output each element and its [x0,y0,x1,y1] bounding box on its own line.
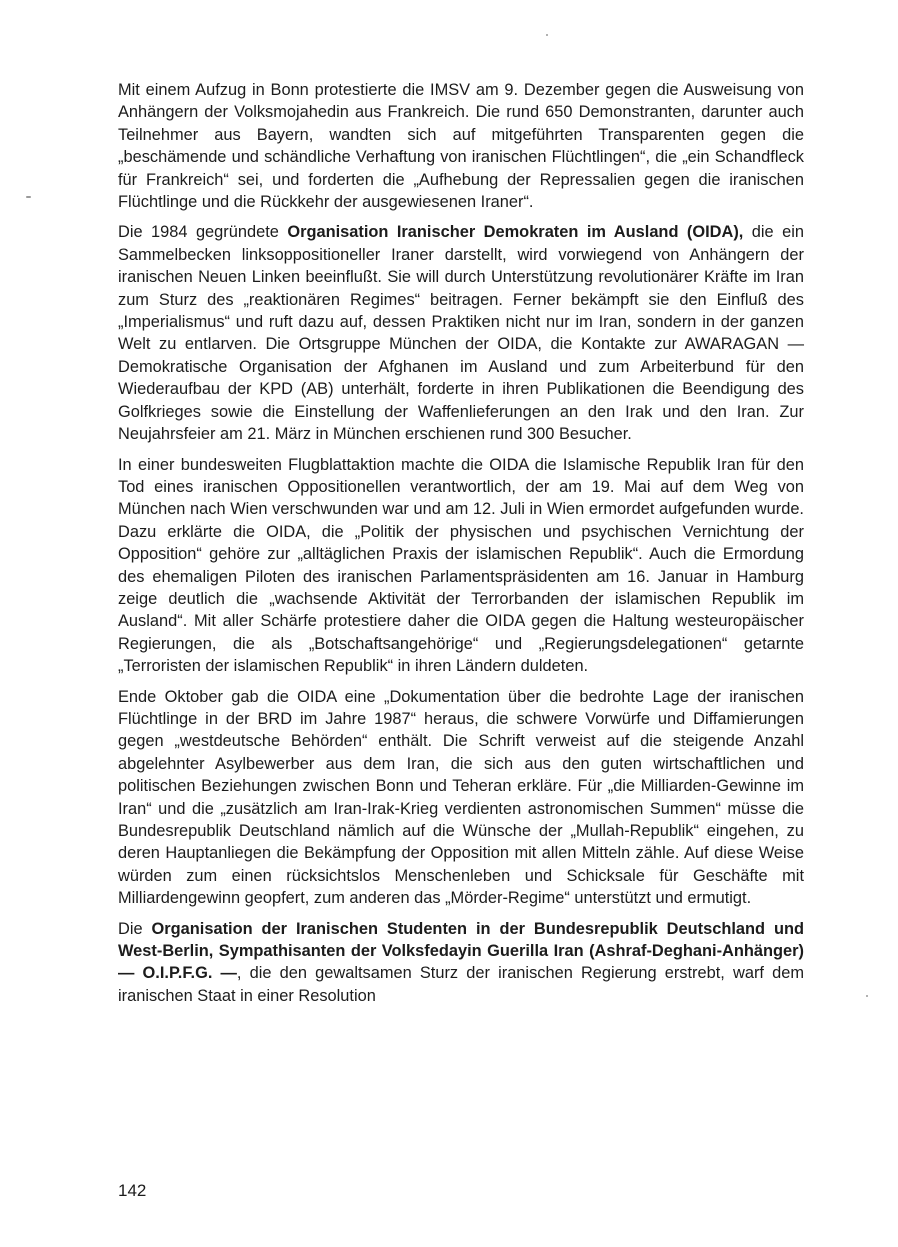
text-segment: In einer bundesweiten Flugblattaktion machte die OIDA die Islamische Republik Iran für den Tod eines iranischen Oppositionellen verantwortlich, der am 19. Mai auf dem Weg von München nach Wien verschwunden war und am 12. Juli in Wien ermordet aufgefunden wurde. Dazu erklärte die OIDA, die „Politik der physischen und psychischen Vernichtung der Opposition“ gehöre zur „alltäglichen Praxis der islamischen Republik“. Auch die Ermordung des ehemaligen Piloten des iranischen Parlamentspräsidenten am 16. Januar in Hamburg zeige deutlich die „wachsende Aktivität der Terrorbanden der islamischen Republik im Ausland“. Mit aller Schärfe protestiere daher die OIDA gegen die Haltung westeuropäischer Regierungen, die als „Botschaftsangehörige“ und „Regierungsdelegationen“ getarnte „Terroristen der islamischen Republik“ in ihren Ländern duldeten. [118,455,804,676]
scan-speck [866,995,868,997]
text-segment: Die [118,919,152,938]
bold-organisation-name: Organisation Iranischer Demokraten im Ausland (OIDA), [287,223,744,242]
text-segment: Ende Oktober gab die OIDA eine „Dokumentation über die bedrohte Lage der iranischen Flüchtlinge in der BRD im Jahre 1987“ heraus, die schwere Vorwürfe und Diffamierungen gegen „westdeutsche Behörden“ enthält. Die Schrift verweist auf die steigende Anzahl abgelehnter Asylbewerber aus dem Iran, die sich aus den guten wirtschaftlichen und politischen Beziehungen zwischen Bonn und Teheran erkläre. Für „die Milliarden-Gewinne im Iran“ und die „zusätzlich am Iran-Irak-Krieg verdienten astronomischen Summen“ müsse die Bundesrepublik Deutschland nämlich auf die Wünsche der „Mullah-Republik“ eingehen, zu deren Hauptanliegen die Bekämpfung der Opposition mit allen Mitteln zähle. Auf diese Weise würden zum einen rücksichtslos Menschenleben und Schicksale für Geschäfte mit Milliardengewinn geopfert, zum anderen das „Mörder-Regime“ unterstützt und ermutigt. [118,687,804,908]
scan-speck [546,34,548,36]
text-segment: Die 1984 gegründete [118,223,288,242]
paragraph-oida-documentation [118,686,804,910]
paragraph-oida-flyer [118,454,804,678]
page-number: 142 [118,1181,147,1200]
paragraph-oipfg [118,918,804,1008]
text-segment: die ein Sammelbecken linksoppositioneller Iraner darstellt, wird vorwiegend von Anhängern der iranischen Neuen Linken beeinflußt. Sie will durch Unterstützung revolutionärer Kräfte im Iran zum Sturz des „reaktionären Regimes“ beitragen. Ferner bekämpft sie den Einfluß des „Imperialismus“ und ruft dazu auf, dessen Praktiken nicht nur im Iran, sondern in der ganzen Welt zu entlarven. Die Ortsgruppe München der OIDA, die Kontakte zur AWARAGAN — Demokratische Organisation der Afghanen im Ausland und zum Arbeiterbund für den Wiederaufbau der KPD (AB) unterhält, forderte in ihren Publikationen die Beendigung des Golfkrieges sowie die Einstellung der Waffenlieferungen an den Irak und den Iran. Zur Neujahrsfeier am 21. März in München erschienen rund 300 Besucher. [118,223,804,444]
text-segment: Mit einem Aufzug in Bonn protestierte die IMSV am 9. Dezember gegen die Ausweisung von Anhängern der Volksmojahedin aus Frankreich. Die rund 650 Demonstranten, darunter auch Teilnehmer aus Bayern, wandten sich auf mitgeführten Transparenten gegen die „beschämende und schändliche Verhaftung von iranischen Flüchtlingen“, die „ein Schandfleck für Frankreich“ sei, und forderten die „Aufhebung der Repressalien gegen die iranischen Flüchtlinge und die Rückkehr der ausgewiesenen Iraner“. [118,81,804,212]
bold-organisation-name: Organisation der Iranischen Studenten in der Bundesrepublik Deutschland und West-Berlin, Sympathisanten der Volksfedayin Guerilla Iran (Ashraf-Deghani-Anhänger) — O.I.P.F.G. — [118,919,804,983]
document-body [118,79,804,1015]
paragraph-imsv-protest [118,79,804,213]
paragraph-oida-intro [118,221,804,445]
scan-speck [26,196,31,198]
text-segment: , die den gewaltsamen Sturz der iranischen Regierung erstrebt, warf dem iranischen Staat in einer Resolution [118,964,804,1005]
